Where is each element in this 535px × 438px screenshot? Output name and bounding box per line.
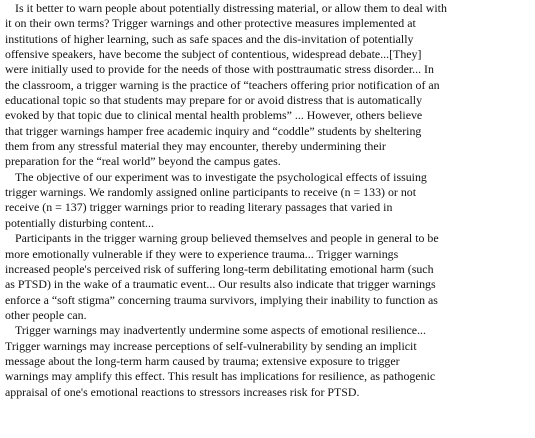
text-line: as PTSD) in the wake of a traumatic event... Our results also indicate that trigger warnings (5, 277, 436, 292)
text-line: were initially used to provide for the needs of those with posttraumatic stress disorder... In (5, 62, 434, 77)
paragraph-4 (5, 323, 533, 400)
text-line: potentially disturbing content... (5, 215, 154, 230)
text-line: warnings may amplify this effect. This result has implications for resilience, as pathogenic (5, 369, 436, 384)
text-line: other people can. (5, 307, 87, 322)
text-line: enforce a “soft stigma” concerning trauma survivors, implying their inability to function as (5, 292, 438, 307)
text-line: evoked by that topic due to clinical mental health problems” ... However, others believe (5, 108, 423, 123)
paragraph-1 (5, 1, 533, 170)
text-line: Trigger warnings may increase perceptions of self-vulnerability by sending an implicit (5, 338, 417, 353)
text-line: Trigger warnings may inadvertently undermine some aspects of emotional resilience... (15, 323, 426, 338)
text-line: preparation for the “real world” beyond the campus gates. (5, 154, 281, 169)
text-line: increased people's perceived risk of suffering long-term debilitating emotional harm (such (5, 261, 434, 276)
text-line: it on their own terms? Trigger warnings and other protective measures implemented at (5, 16, 416, 31)
text-line: that trigger warnings hamper free academic inquiry and “coddle” students by sheltering (5, 123, 422, 138)
text-line: Is it better to warn people about potentially distressing material, or allow them to deal with (15, 1, 447, 15)
text-line: Participants in the trigger warning group believed themselves and people in general to be (15, 231, 439, 246)
text-line: the classroom, a trigger warning is the practice of “teachers offering prior notification of an (5, 77, 440, 92)
text-line: offensive speakers, have become the subject of contentious, widespread debate...[They] (5, 47, 422, 62)
text-line: receive (n = 137) trigger warnings prior to reading literary passages that varied in (5, 200, 393, 215)
text-line: them from any stressful material they may encounter, thereby undermining their (5, 139, 386, 154)
text-line: message about the long-term harm caused by trauma; extensive exposure to trigger (5, 353, 400, 368)
paragraph-3 (5, 231, 533, 323)
text-line: The objective of our experiment was to investigate the psychological effects of issuing (15, 169, 427, 184)
text-line: institutions of higher learning, such as safe spaces and the dis-invitation of potentially (5, 31, 414, 46)
text-line: more emotionally vulnerable if they were to experience trauma... Trigger warnings (5, 246, 399, 261)
text-line: trigger warnings. We randomly assigned online participants to receive (n = 133) or not (5, 185, 417, 200)
text-line: appraisal of one's emotional reactions to stressors increases risk for PTSD. (5, 384, 360, 399)
paragraph-2 (5, 170, 533, 231)
text-line: educational topic so that students may prepare for or avoid distress that is automatically (5, 93, 423, 108)
